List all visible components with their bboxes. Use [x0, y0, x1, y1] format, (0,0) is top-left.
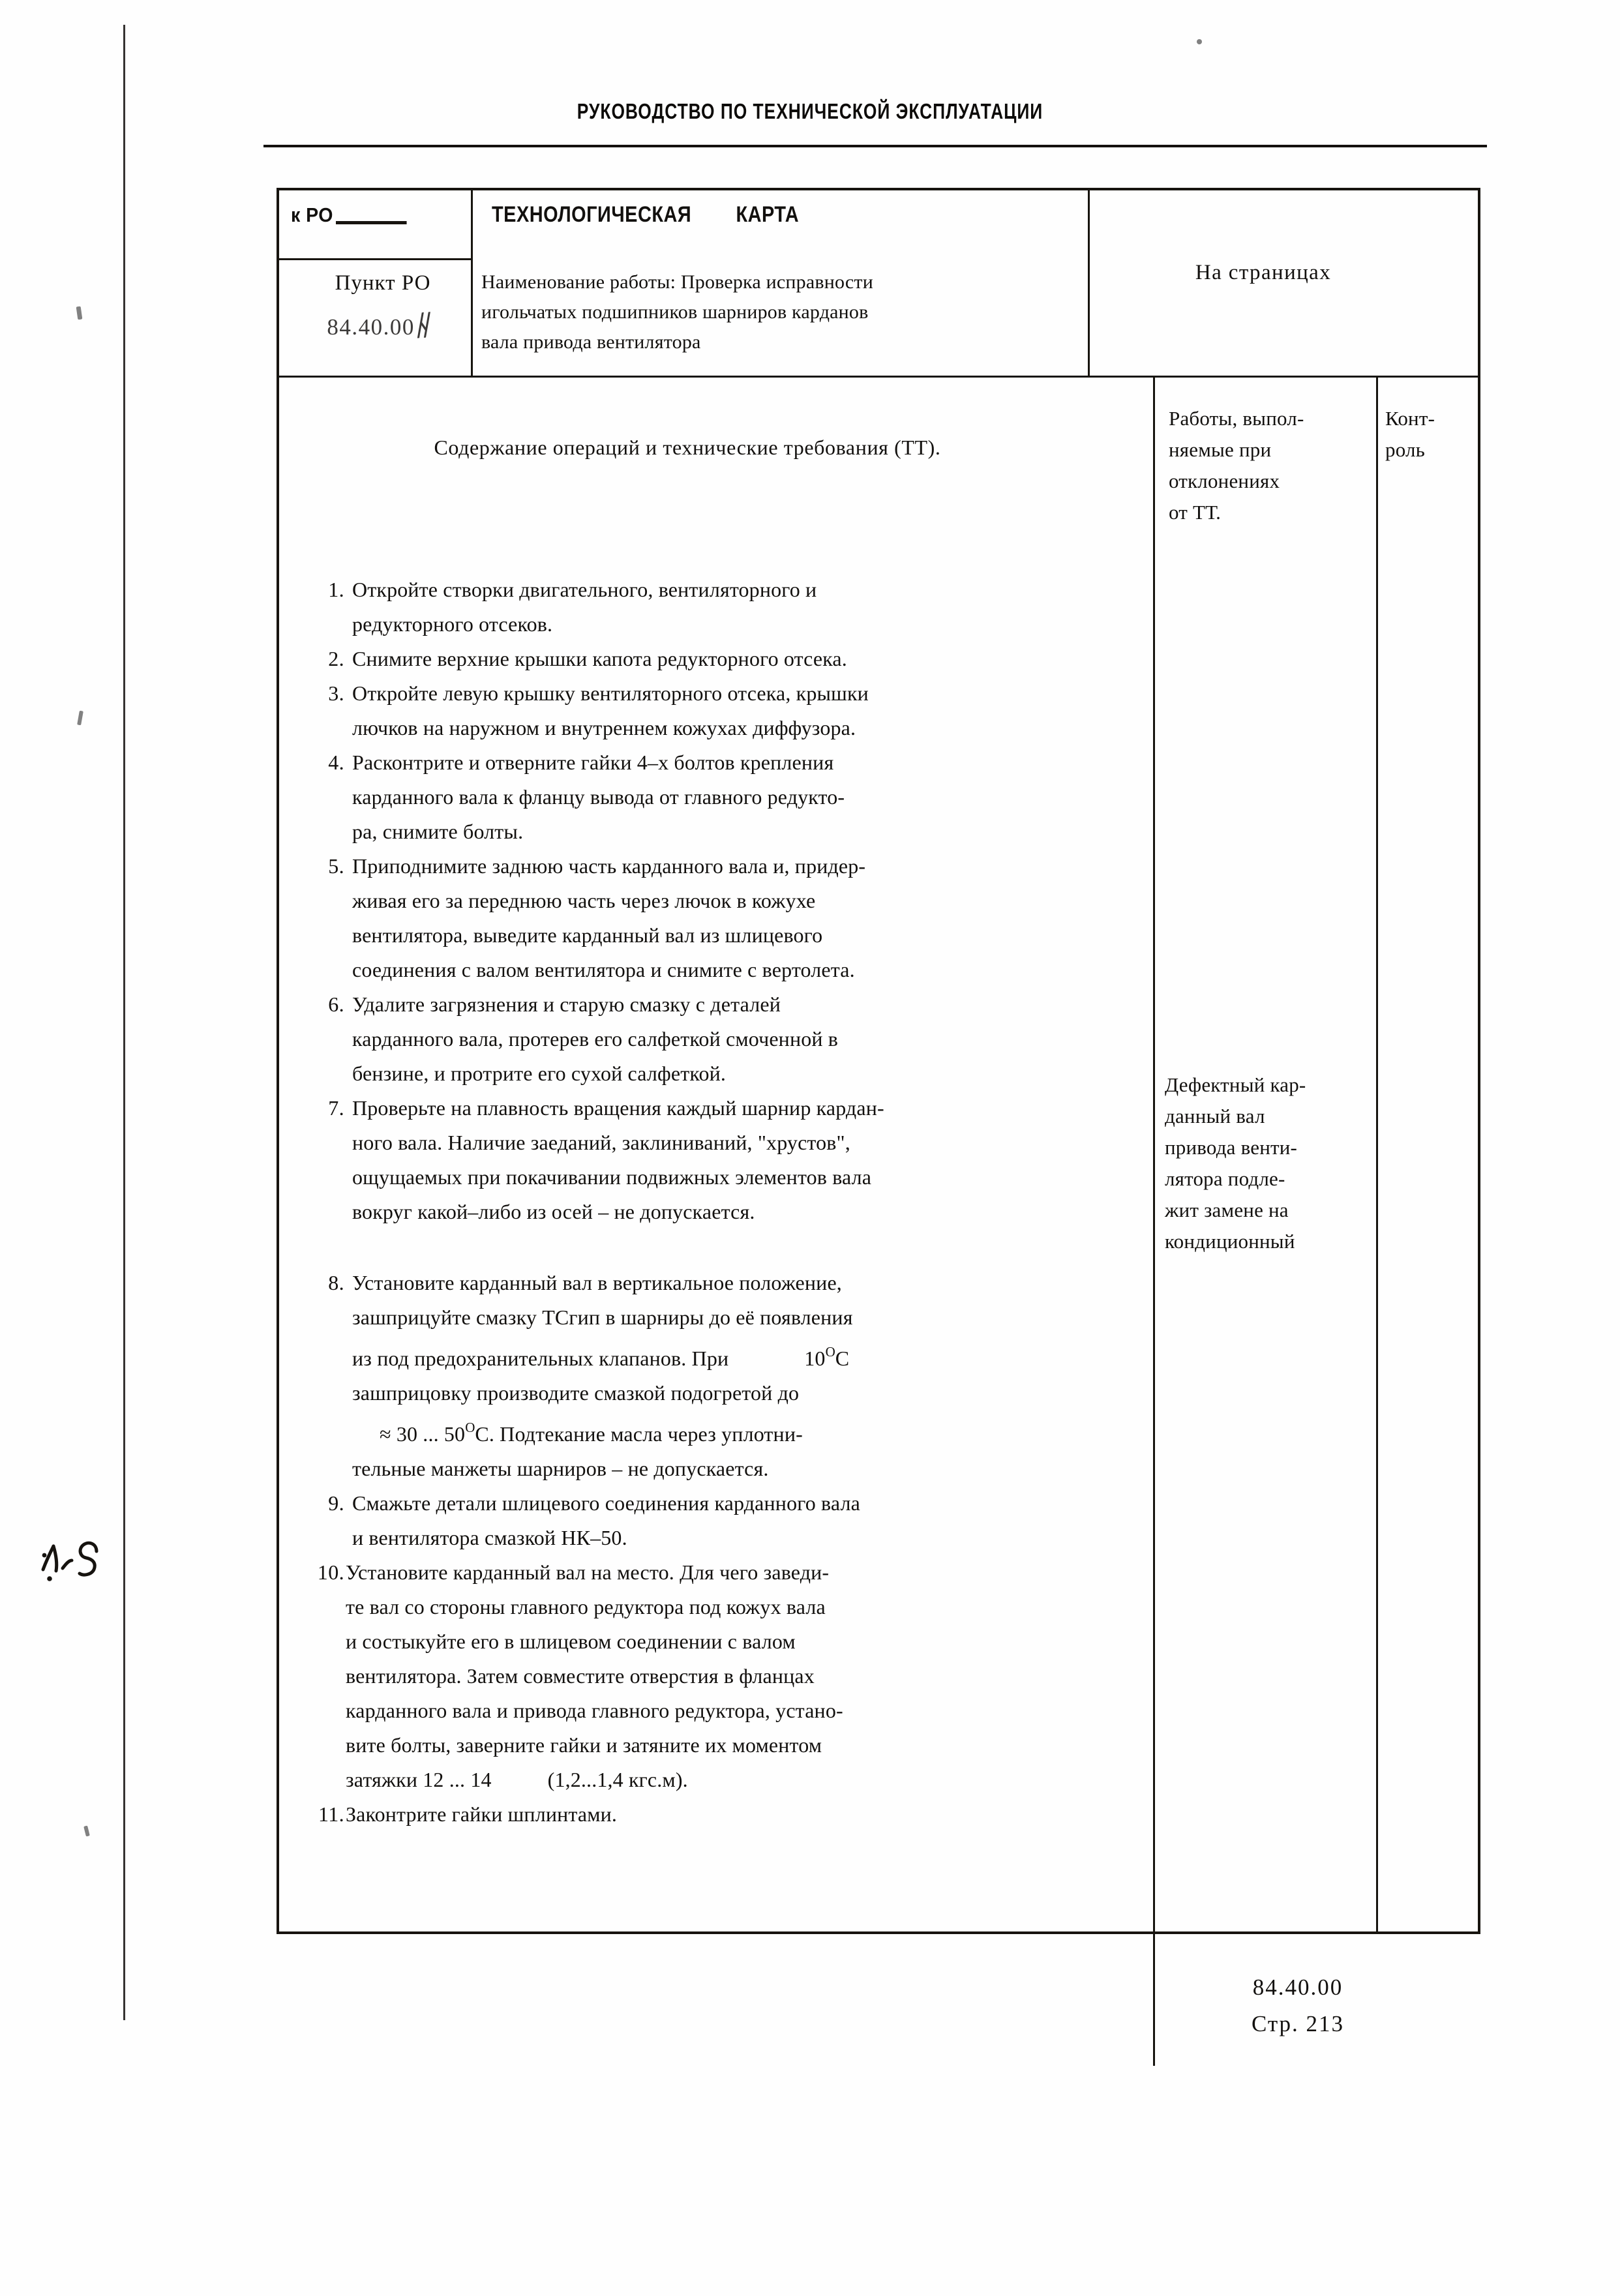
step-line: вокруг какой–либо из осей – не допускается. [352, 1200, 755, 1223]
temp-value: 10 [804, 1347, 826, 1370]
step-line: Расконтрите и отверните гайки 4–х болтов крепления [352, 751, 834, 774]
annotation-line: жит замене на [1165, 1199, 1289, 1221]
step-text [352, 676, 1144, 745]
step-line: Откройте створки двигательного, вентиляторного и [352, 578, 817, 601]
ro-label: к РО [291, 203, 333, 226]
step-line: тельные манжеты шарниров – не допускается. [352, 1457, 769, 1480]
scan-speck [76, 306, 83, 320]
torque-value-kgsm: (1,2...1,4 кгс.м). [547, 1768, 688, 1791]
column-header-control [1385, 403, 1483, 466]
step-line: Снимите верхние крышки капота редукторного отсека. [352, 647, 847, 670]
step-line: Приподнимите заднюю часть карданного вала и, придер- [352, 854, 866, 878]
step-line: и вентилятора смазкой НК–50. [352, 1526, 627, 1549]
step-line: Установите карданный вал в вертикальное положение, [352, 1271, 842, 1294]
technological-card-table [277, 188, 1480, 1934]
step-number: 4. [328, 751, 344, 774]
step-number: 5. [328, 854, 344, 878]
step-line: редукторного отсеков. [352, 612, 553, 636]
step-number: 8. [328, 1271, 344, 1294]
list-item [296, 987, 1144, 1091]
step-line: Откройте левую крышку вентиляторного отсека, крышки [352, 681, 869, 705]
step-number: 10. [317, 1560, 344, 1584]
rule-under-header-band [277, 376, 1480, 378]
step-line-fragment: С. Подтекание масла через уплотни- [475, 1422, 803, 1446]
step-line: ра, снимите болты. [352, 820, 524, 843]
step-number: 2. [328, 647, 344, 670]
punkt-number-value: 84.40.00 [327, 314, 415, 340]
step-line: карданного вала, протерев его салфеткой смоченной в [352, 1027, 839, 1051]
step-number: 6. [328, 992, 344, 1016]
step-line: зашприцовку производите смазкой подогретой до [352, 1381, 800, 1405]
scan-speck [83, 1826, 90, 1837]
table-border-top [277, 188, 1480, 190]
list-item [296, 849, 1144, 987]
step-line: Смажьте детали шлицевого соединения карданного вала [352, 1491, 860, 1515]
deviations-line-1: Работы, выпол- [1169, 407, 1304, 430]
footer-doc-number: 84.40.00 [1252, 1975, 1343, 2000]
step-line: вите болты, заверните гайки и затяните их моментом [346, 1733, 822, 1757]
scan-speck [1197, 39, 1202, 44]
step-line: карданного вала к фланцу вывода от главного редукто- [352, 785, 845, 809]
rule-under-kro [277, 258, 472, 260]
deviations-line-2: няемые при [1169, 438, 1272, 461]
ro-reference-cell [291, 203, 435, 227]
step-text [352, 745, 1144, 849]
step-line: те вал со стороны главного редуктора под кожух вала [346, 1595, 826, 1618]
list-item [296, 1266, 1144, 1486]
punkt-handwritten-mark: ᚺ [412, 310, 432, 342]
step-number: 9. [328, 1491, 344, 1515]
step-number: 7. [328, 1096, 344, 1120]
list-item [296, 1486, 1144, 1555]
temp-unit: С [835, 1347, 850, 1370]
deviations-line-4: от ТТ. [1169, 501, 1222, 524]
step-line: ного вала. Наличие заеданий, заклиниваний, "хрустов", [352, 1131, 850, 1154]
step-text [346, 1555, 1144, 1797]
step-line: живая его за переднюю часть через лючок в кожухе [352, 889, 816, 912]
step-text [346, 1797, 1144, 1832]
list-item [296, 1797, 1144, 1832]
step-line: соединения с валом вентилятора и снимите с вертолета. [352, 958, 855, 981]
rule-pages-column [1088, 188, 1090, 376]
step-group-spacer [296, 1229, 1144, 1266]
step-line: бензине, и протрите его сухой салфеткой. [352, 1062, 727, 1085]
step-line-temp-10 [352, 1335, 1144, 1376]
step-text [352, 1091, 1144, 1229]
step-text [352, 1266, 1144, 1486]
work-name-line-1: Наименование работы: Проверка исправности [481, 271, 873, 293]
work-name-cell [481, 267, 1036, 357]
step-line: Установите карданный вал на место. Для чего заведи- [346, 1560, 830, 1584]
work-name-line-3: вала привода вентилятора [481, 331, 701, 353]
running-head: РУКОВОДСТВО ПО ТЕХНИЧЕСКОЙ ЭКСПЛУАТАЦИИ [577, 99, 1043, 123]
operations-list [296, 573, 1144, 1832]
step-line-temp-range [352, 1410, 1144, 1452]
step-line: ощущаемых при покачивании подвижных элементов вала [352, 1165, 872, 1189]
handwritten-margin-note [34, 1523, 112, 1585]
step-line-fragment: из под предохранительных клапанов. При [352, 1347, 729, 1370]
step-number: 11. [318, 1802, 344, 1826]
annotation-line: привода венти- [1165, 1136, 1298, 1159]
list-item [296, 573, 1144, 642]
deviations-line-3: отклонениях [1169, 470, 1280, 492]
punkt-label: Пункт РО [335, 271, 431, 295]
page-footer [1109, 1969, 1487, 2042]
step-line: карданного вала и привода главного редуктора, устано- [346, 1699, 843, 1722]
step-line: и состыкуйте его в шлицевом соединении с валом [346, 1630, 796, 1653]
list-item [296, 642, 1144, 676]
work-name-line-2: игольчатых подшипников шарниров карданов [481, 301, 869, 323]
step-number: 3. [328, 681, 344, 705]
step-text [352, 849, 1144, 987]
step-line: вентилятора. Затем совместите отверстия в фланцах [346, 1664, 815, 1688]
header-divider-rule [263, 145, 1487, 147]
step-text [352, 642, 1144, 676]
list-item [296, 676, 1144, 745]
degree-symbol: О [465, 1420, 475, 1435]
punkt-number [293, 310, 464, 342]
footer-page-number: Стр. 213 [1251, 2011, 1345, 2036]
step-line: Законтрите гайки шплинтами. [346, 1802, 618, 1826]
annotation-line: данный вал [1165, 1105, 1265, 1127]
step-line: Удалите загрязнения и старую смазку с деталей [352, 992, 781, 1016]
list-item [296, 745, 1144, 849]
control-line-2: роль [1385, 438, 1425, 461]
step-line: зашприцуйте смазку ТСгип в шарниры до её появления [352, 1305, 853, 1329]
deviation-annotation [1165, 1069, 1384, 1257]
list-item [296, 1555, 1144, 1797]
temp-range-value: ≈ 30 ... 50 [380, 1422, 466, 1446]
column-header-deviations [1169, 403, 1384, 528]
step-text [352, 573, 1144, 642]
binding-rule [123, 25, 125, 2020]
step-number: 1. [328, 578, 344, 601]
annotation-line: лятора подле- [1165, 1167, 1285, 1190]
pages-header-label: На страницах [1195, 261, 1332, 284]
card-title: ТЕХНОЛОГИЧЕСКАЯ КАРТА [492, 202, 800, 227]
ro-blank-underline[interactable] [336, 221, 407, 224]
rule-content-deviations [1153, 376, 1155, 2066]
table-border-left [277, 188, 279, 1934]
step-text [352, 1486, 1144, 1555]
torque-value: затяжки 12 ... 14 [346, 1768, 492, 1791]
annotation-line: Дефектный кар- [1165, 1073, 1306, 1096]
control-line-1: Конт- [1385, 407, 1435, 430]
step-line: Проверьте на плавность вращения каждый шарнир кардан- [352, 1096, 884, 1120]
degree-symbol: О [825, 1344, 835, 1360]
rule-kro-column [471, 188, 473, 376]
step-line: лючков на наружном и внутреннем кожухах диффузора. [352, 716, 856, 739]
step-text [352, 987, 1144, 1091]
annotation-line: кондиционный [1165, 1230, 1295, 1253]
column-header-content: Содержание операций и технические требования (ТТ). [434, 436, 941, 459]
table-border-bottom [277, 1931, 1480, 1934]
step-line: вентилятора, выведите карданный вал из шлицевого [352, 923, 823, 947]
list-item [296, 1091, 1144, 1229]
scan-speck [77, 711, 83, 726]
step-line-torque [346, 1763, 1144, 1797]
